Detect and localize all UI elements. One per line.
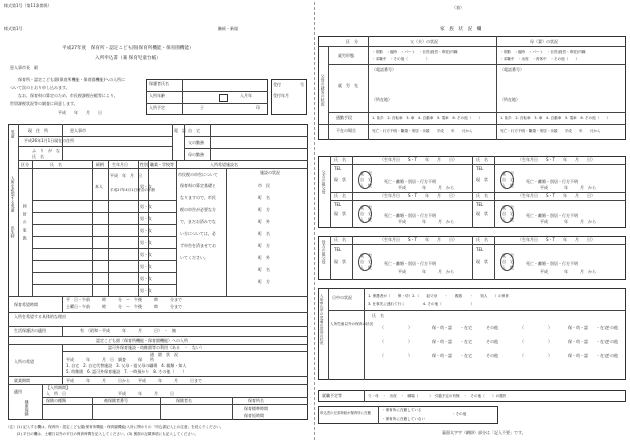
other-child6-other[interactable]: その他 <box>606 353 618 358</box>
father-employ-options1[interactable]: ・常勤 ・臨時 ・パート ・自営(経営・専従)内職 <box>372 50 458 54</box>
phone-label: 電 話 <box>174 128 186 133</box>
pgm2-dead-options[interactable]: 死亡・離婚・別居・行方不明 <box>526 213 578 218</box>
tax-note-line2: なりますので、市民 <box>180 195 216 200</box>
guardian-name-label: 保護者氏名 <box>149 81 169 86</box>
mother-work-label: 母の勤務 <box>188 152 204 157</box>
mother-workplace-phone[interactable]: （電話番号） <box>500 67 524 72</box>
pgm-birth[interactable]: （生年月日 S・T 年 月 日） <box>518 157 595 162</box>
application-title-line1: 平成27年度 保育所・認定こども園(保育所機能・保育園機能） <box>62 46 194 51</box>
other-child4-name[interactable]: （ ） <box>520 339 552 344</box>
fold-line <box>314 2 315 440</box>
welfare-value[interactable]: 有 （昭和・平成 年 月 日） ・ 無 <box>80 328 176 333</box>
daytime-status-line2[interactable]: 3. 仕事先に連れて行く 4. その他（ ） <box>368 302 475 306</box>
application-date: 平成 年 月 日 <box>58 110 102 115</box>
facility-option-city: 市 民 <box>258 183 270 188</box>
facility-option-area: 町 方 <box>258 207 270 212</box>
tax-note-line1: 保育料の算定基礎と <box>180 183 216 188</box>
mgf-status-home[interactable]: 自 宅 <box>360 259 372 264</box>
insurance-col-number: 被保険者番号 <box>104 398 128 403</box>
self-sex[interactable]: 男・女 <box>140 184 152 189</box>
col-mother-status: 母（妻）の状況 <box>530 39 558 44</box>
welfare-label: 生活保護法の適用 <box>14 328 46 333</box>
insurance-label: 健康保険 <box>24 400 30 416</box>
mgf-since[interactable]: 平成 年 月 から <box>398 269 454 274</box>
sibling-option-no[interactable]: ・保育所に在籍していない <box>382 417 426 421</box>
tax-note-line5: い方については、必 <box>180 231 216 236</box>
mgf-tel: TEL <box>334 247 342 252</box>
mgm-tel: TEL <box>476 247 484 252</box>
care-hours-label: 保育希望時間 <box>14 302 38 307</box>
family-row4-sex[interactable]: 男・女 <box>140 240 152 245</box>
side-label-applicant: 入所を希望する児童 <box>10 176 16 212</box>
other-child5-name[interactable]: （ ） <box>380 353 412 358</box>
side-label-parents-work: 父母の就労の状況 <box>320 74 326 106</box>
entry-desire-line1[interactable]: 平成 年 月 日 調査 保 所 <box>66 357 154 362</box>
family-row2-sex[interactable]: 男・女 <box>140 216 152 221</box>
application-title-line2: 入所申込書（兼 保育児童台帳） <box>95 56 161 61</box>
self-age-note: 平成27年4月1日時点の年齢 <box>110 188 156 192</box>
other-child3-options[interactable]: 保・幼・認 ・在宅 <box>432 339 472 344</box>
mgf-status-hospital[interactable]: 入 院 <box>360 265 372 270</box>
entry-person-label: 子 <box>200 105 204 110</box>
entry-desire-line3[interactable]: 5. 幼稚園 6. 認可外保育施設 7. 一時預かり 8. その他（ ） <box>66 369 187 374</box>
facility-option-area3: 町 方 <box>258 279 270 284</box>
stamp-box[interactable] <box>219 94 228 102</box>
pgm2-birth[interactable]: （生年月日 S・T 年 月 日） <box>518 193 595 198</box>
mgf-name-label: 氏 名 <box>334 237 346 242</box>
col-birthdate: 生年月日 <box>112 162 128 167</box>
father-employ-options2[interactable]: ・求職中 ・その他（ ） <box>372 57 430 61</box>
family-row7-sex[interactable]: 男・女 <box>140 276 152 281</box>
care-hours-weekday[interactable]: 平 日・午前 時 分 ～ 午後 時 分まで <box>66 297 182 302</box>
remarks-entry-date[interactable]: 入 所 日 平成 年 月 日 <box>46 391 174 396</box>
family-status-title: 家 族 状 況 欄 <box>440 27 482 32</box>
care-short-hours: 保育短時間 <box>244 413 264 418</box>
other-child1-name[interactable]: （ ） <box>380 325 412 330</box>
other-child2-options[interactable]: 保・幼・認 ・在宅 <box>568 325 608 330</box>
employ-form-label: 就労形態 <box>338 53 354 58</box>
col-father-status: 父（夫）の状況 <box>410 39 438 44</box>
stamp-mark: 印 <box>256 105 260 110</box>
other-child4-options[interactable]: 保・幼・認 ・在宅 <box>568 339 608 344</box>
pgf2-tel: TEL <box>334 202 342 207</box>
other-child4-other[interactable]: その他 <box>606 339 618 344</box>
pgm-dead-options[interactable]: 死亡・離婚・別居・行方不明 <box>526 179 578 184</box>
mgm-status-home[interactable]: 自 宅 <box>502 259 514 264</box>
back-side-note: 裏面太字字（網掛）部分は「記入不要」です。 <box>442 430 526 435</box>
employment-value[interactable]: 平成 年 月 日から 平成 年 月 日まで <box>66 378 202 383</box>
addressee: 恵人事市長 殿 <box>10 65 38 70</box>
pgf-tel: TEL <box>334 166 342 171</box>
pgf2-status-work[interactable]: 就 労 <box>360 205 372 210</box>
other-child1-other[interactable]: その他 <box>486 325 498 330</box>
mgf-birth[interactable]: （生年月日 S・T 年 月 日） <box>380 237 457 242</box>
mgm-status-hospital[interactable]: 入 院 <box>502 265 514 270</box>
intro-line2: ついて次のとおり申し込みます。 <box>10 85 70 90</box>
footnote-line2: (2) 平日の欄は、土曜日以外の平日の保育時間を記入してください。(3) 裏面の記載事項にも記入してください。 <box>6 432 199 436</box>
other-child5-other[interactable]: その他 <box>486 353 498 358</box>
pgf-name-label: 氏 名 <box>334 157 346 162</box>
reason-label: 入所を希望する具体的な理由 <box>14 314 66 319</box>
pgf2-dead-options[interactable]: 死亡・離婚・別居・行方不明 <box>384 213 436 218</box>
page-side-mark: （表） <box>452 5 464 10</box>
mgf-dead-options[interactable]: 死亡・離婚・別居・行方不明 <box>384 261 436 266</box>
pgm2-since[interactable]: 平成 年 月 から <box>540 219 596 224</box>
other-child3-name[interactable]: （ ） <box>380 339 412 344</box>
pgf-dead-options[interactable]: 死亡・離婚・別居・行方不明 <box>384 179 436 184</box>
attendance-header: 通 園 状 況 <box>150 352 178 357</box>
mother-workplace-address[interactable]: （所在地） <box>500 97 520 102</box>
tax-note-line6: ず申告を済ませてお <box>180 243 216 248</box>
pgf2-birth[interactable]: （生年月日 S・T 年 月 日） <box>380 193 457 198</box>
col-category: 区 分 <box>346 39 358 44</box>
reception-label: 受付 <box>273 82 281 87</box>
side-label-birth: 出生時 <box>10 226 16 238</box>
guardian-age-label: 入所年齢 <box>149 93 165 98</box>
mgm-name-label: 氏 名 <box>476 237 488 242</box>
pgm-since[interactable]: 平成 年 月 から <box>540 185 596 190</box>
intro-line3: なお、保育料の算定のため、市民税課税台帳等により、 <box>18 93 118 98</box>
workplace-label: 就 労 先 <box>338 83 358 88</box>
daytime-status-line1[interactable]: 1. 保護者が（ 保・幼）2.（ 祖父母 ・ 親族 ・ 知人 ）の保育 <box>368 294 509 298</box>
facility-entry-line: 認定こども園（保育所機能・保育園機能）への入所 <box>96 338 188 343</box>
insurance-col-nursery: 保育所名 <box>248 398 264 403</box>
remarks-period-label: 【入所期間】 <box>46 385 70 390</box>
relation-self: 本人 <box>95 184 103 189</box>
pgm-status-hospital[interactable]: 入 院 <box>502 183 514 188</box>
job-plan-value[interactable]: 父・母 ・ 出産 ・ 職場（ ） 引越予定の有無 ・ その他（ ）の選択 <box>368 394 507 398</box>
other-child6-options[interactable]: 保・幼・認 ・在宅 <box>568 353 608 358</box>
pgf-since[interactable]: 平成 年 月 から <box>398 185 454 190</box>
facility-status-title: 施設の状況 <box>260 170 280 175</box>
mgm-status-work[interactable]: 就 労 <box>502 253 514 258</box>
pgf-birth[interactable]: （生年月日 S・T 年 月 日） <box>380 157 457 162</box>
facility-option-outside: 町 外 <box>258 219 270 224</box>
father-absent[interactable]: 死亡・行方不明・離婚・別居・未婚 平成 年 月から <box>372 129 473 133</box>
pgm-status-home[interactable]: 自 宅 <box>502 177 514 182</box>
other-child5-options[interactable]: 保・幼・認 ・在宅 <box>432 353 472 358</box>
pgf2-since[interactable]: 平成 年 月 から <box>398 219 454 224</box>
care-hours-saturday[interactable]: 土曜日・午前 時 分 ～ 午後 時 分まで <box>66 304 182 309</box>
tax-note-line7: いてください。 <box>180 255 208 260</box>
mother-commute[interactable]: 1. 徒歩 2. 自転車 3. 車 4. 自動車 5. 電車 6. その他（ ） <box>500 116 611 120</box>
sibling-option-other[interactable]: ・その他 <box>452 412 467 416</box>
facility-option-area2: 町 方 <box>258 243 270 248</box>
pgf-status-label: 現 状 <box>334 177 346 182</box>
remarks-label: 適用 <box>14 389 22 394</box>
absent-label: 不在の場合 <box>336 128 356 133</box>
father-workplace-phone[interactable]: （電話番号） <box>372 67 396 72</box>
intro-line1: 保育所・認定こども園(保育所機能・保育園機能)への入所に <box>18 77 126 82</box>
facility-option-city2: 町 名 <box>258 231 270 236</box>
guardian-entry-label: 入所予定 <box>149 105 165 110</box>
pgm2-status-label: 現 状 <box>476 211 488 216</box>
family-row8-sex[interactable]: 男・女 <box>140 288 152 293</box>
mgm-status-label: 現 状 <box>476 259 488 264</box>
self-birthdate[interactable]: 平成 年 月 日 <box>110 173 142 178</box>
footnote-line1: （注）(1) 記入する欄は、保育所・認定こども園(保育所機能・保育園機能)入所に関わりの「申込書記入上の注意」を読んでください。 <box>6 425 224 429</box>
form-number: 様式第1号 <box>4 26 23 31</box>
care-situation-side-label: 入所申込中の児童の世話の状況 <box>320 294 325 345</box>
tax-note-line4: で、まだお済みでな <box>180 219 216 224</box>
family-row1-sex[interactable]: 男・女 <box>140 204 152 209</box>
mother-absent[interactable]: 死亡・行方不明・離婚・別居・未婚 平成 年 月から <box>500 129 601 133</box>
pgm-tel: TEL <box>476 166 484 171</box>
pgf-status-work[interactable]: 就 労 <box>360 171 372 176</box>
mgm-birth[interactable]: （生年月日 S・T 年 月 日） <box>518 237 595 242</box>
pgf-status-hospital[interactable]: 入 院 <box>360 183 372 188</box>
side-label-child: 児童 <box>10 130 16 138</box>
insurance-col-insurer: 保険者名 <box>176 398 192 403</box>
sibling-option-yes[interactable]: ・保育所に在籍している <box>382 408 422 412</box>
care-standard-hours: 保育標準時間 <box>244 406 268 411</box>
pgf-status-home[interactable]: 自 宅 <box>360 177 372 182</box>
facility-option-outside2: 町 外 <box>258 255 270 260</box>
other-child2-name[interactable]: （ ） <box>520 325 552 330</box>
col-category: 区分 <box>21 162 29 167</box>
family-row5-sex[interactable]: 男・女 <box>140 252 152 257</box>
family-row6-sex[interactable]: 男・女 <box>140 264 152 269</box>
commute-label: 通勤手段 <box>336 115 352 120</box>
mother-employ-options2[interactable]: ・求職中 ・出産 ・育休中 ・その他（ ） <box>500 57 580 61</box>
employment-label: 就業期間 <box>14 378 30 383</box>
sibling-label: 申込児の兄弟姉妹が保育所に在籍 <box>320 411 371 415</box>
address-label: 現 住 所 <box>28 128 48 133</box>
mgm-since[interactable]: 平成 年 月 から <box>540 269 596 274</box>
col-sex: 性別 <box>140 162 148 167</box>
entry-month-label: 入月年 <box>240 93 252 98</box>
pgm-status-label: 現 状 <box>476 177 488 182</box>
pgm2-status-home[interactable]: 自 宅 <box>502 211 514 216</box>
maternal-grandparents-label: 母方の祖父母 <box>321 240 327 264</box>
mgf-status-work[interactable]: 就 労 <box>360 253 372 258</box>
mother-employ-options1[interactable]: ・常勤 ・臨時 ・パート ・自営(経営・専従)内職 <box>500 50 586 54</box>
col-occupation: 職業・学校等 <box>150 162 174 167</box>
father-work-label: 父の勤務 <box>188 140 204 145</box>
pgm2-tel: TEL <box>476 202 484 207</box>
reception-date-label: 受付年月 <box>273 93 289 98</box>
form-number-top: 様式第1号（第11条関係） <box>4 3 52 8</box>
job-plan-label: 就職予定等 <box>322 393 342 398</box>
child-name-label: 氏 名 <box>32 154 44 159</box>
pgf2-status-home[interactable]: 自 宅 <box>360 211 372 216</box>
pgm2-name-label: 氏 名 <box>476 193 488 198</box>
household-label: 同 居 の 家 族 <box>22 204 28 240</box>
address-value[interactable]: 恵人事市 <box>70 128 86 133</box>
prev-usage-line: 認可外保育施設・幼稚園等の利用（ある ・ ない） <box>108 345 204 350</box>
other-child-name-label: 氏 名 <box>372 313 384 318</box>
other-child-label: 入所児童以外の保育の状況 <box>330 322 374 326</box>
tax-note-title: 市民税の申告について <box>178 172 218 177</box>
insurance-col-type: 保険の種類 <box>46 398 66 403</box>
pgf2-status-hospital[interactable]: 入 院 <box>360 217 372 222</box>
other-child6-name[interactable]: （ ） <box>520 353 552 358</box>
pgf2-status-label: 現 状 <box>334 211 346 216</box>
entry-desire-line2[interactable]: 1. 自宅 2. 自宅代替施設 3. 父母・祖父母の職場 4. 親類・知人 <box>66 363 187 368</box>
col-facility: 入所希望施設名 <box>210 162 238 167</box>
reception-number-unit: 号 <box>300 82 304 87</box>
intro-line4: 世帯課税状況等の調査に同意します。 <box>10 101 78 106</box>
home-phone-label: 自 宅 <box>188 128 200 133</box>
tax-note-line3: 税の申告が必要な方 <box>180 207 216 212</box>
furigana-label: ふ り が な <box>32 148 60 153</box>
family-row3-sex[interactable]: 男・女 <box>140 228 152 233</box>
pgm2-status-work[interactable]: 就 労 <box>502 205 514 210</box>
entry-desire-label: 入所の希望 <box>14 359 34 364</box>
col-relation: 続柄 <box>96 162 104 167</box>
facility-option-town3: 町 名 <box>258 267 270 272</box>
prev-address-label: 平成26年1月1日現在の住所 <box>24 138 75 143</box>
facility-option-town: 町 名 <box>258 195 270 200</box>
father-commute[interactable]: 1. 徒歩 2. 自転車 3. 車 4. 自動車 5. 電車 6. その他（ ） <box>372 116 483 120</box>
other-child1-options[interactable]: 保・幼・認 ・在宅 <box>432 325 472 330</box>
father-workplace-address[interactable]: （所在地） <box>372 97 392 102</box>
other-child3-other[interactable]: その他 <box>486 339 498 344</box>
application-type: 継続・新規 <box>218 26 238 31</box>
mgm-dead-options[interactable]: 死亡・離婚・別居・行方不明 <box>526 261 578 266</box>
daytime-status-label: 日中の状況 <box>332 295 352 300</box>
other-child2-other[interactable]: その他 <box>606 325 618 330</box>
col-name: 氏 名 <box>50 162 62 167</box>
pgm-name-label: 氏 名 <box>476 157 488 162</box>
paternal-grandparents-label: 父方の祖父母 <box>321 170 327 194</box>
pgm2-status-hospital[interactable]: 入 院 <box>502 217 514 222</box>
pgf2-name-label: 氏 名 <box>334 193 346 198</box>
mgf-status-label: 現 状 <box>334 259 346 264</box>
pgm-status-work[interactable]: 就 労 <box>502 171 514 176</box>
